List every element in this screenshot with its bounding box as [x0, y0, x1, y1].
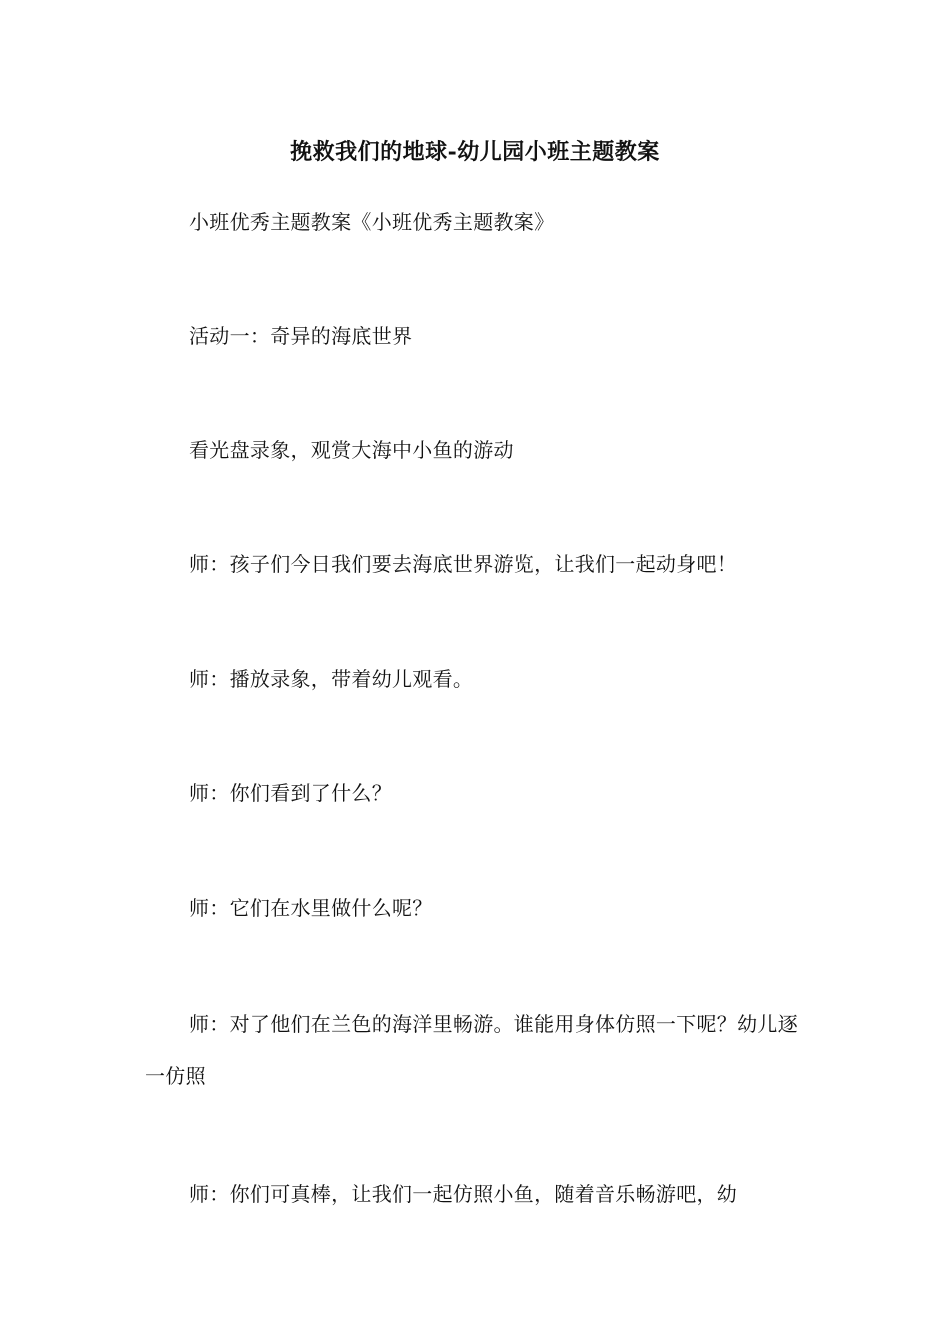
- paragraph: 活动一：奇异的海底世界: [189, 324, 413, 348]
- paragraph: 师：你们可真棒，让我们一起仿照小鱼，随着音乐畅游吧，幼: [189, 1182, 738, 1206]
- paragraph: 师：你们看到了什么？: [189, 781, 392, 805]
- paragraph: 师：孩子们今日我们要去海底世界游览，让我们一起动身吧！: [189, 552, 738, 576]
- paragraph: 小班优秀主题教案《小班优秀主题教案》: [189, 210, 555, 234]
- paragraph: 师：对了他们在兰色的海洋里畅游。谁能用身体仿照一下呢？幼儿逐一仿照: [145, 1012, 798, 1088]
- paragraph: 看光盘录象，观赏大海中小鱼的游动: [189, 438, 514, 462]
- paragraph: 师：它们在水里做什么呢？: [189, 896, 433, 920]
- paragraph: 师：播放录象，带着幼儿观看。: [189, 667, 474, 691]
- document-title: 挽救我们的地球-幼儿园小班主题教案: [290, 139, 660, 165]
